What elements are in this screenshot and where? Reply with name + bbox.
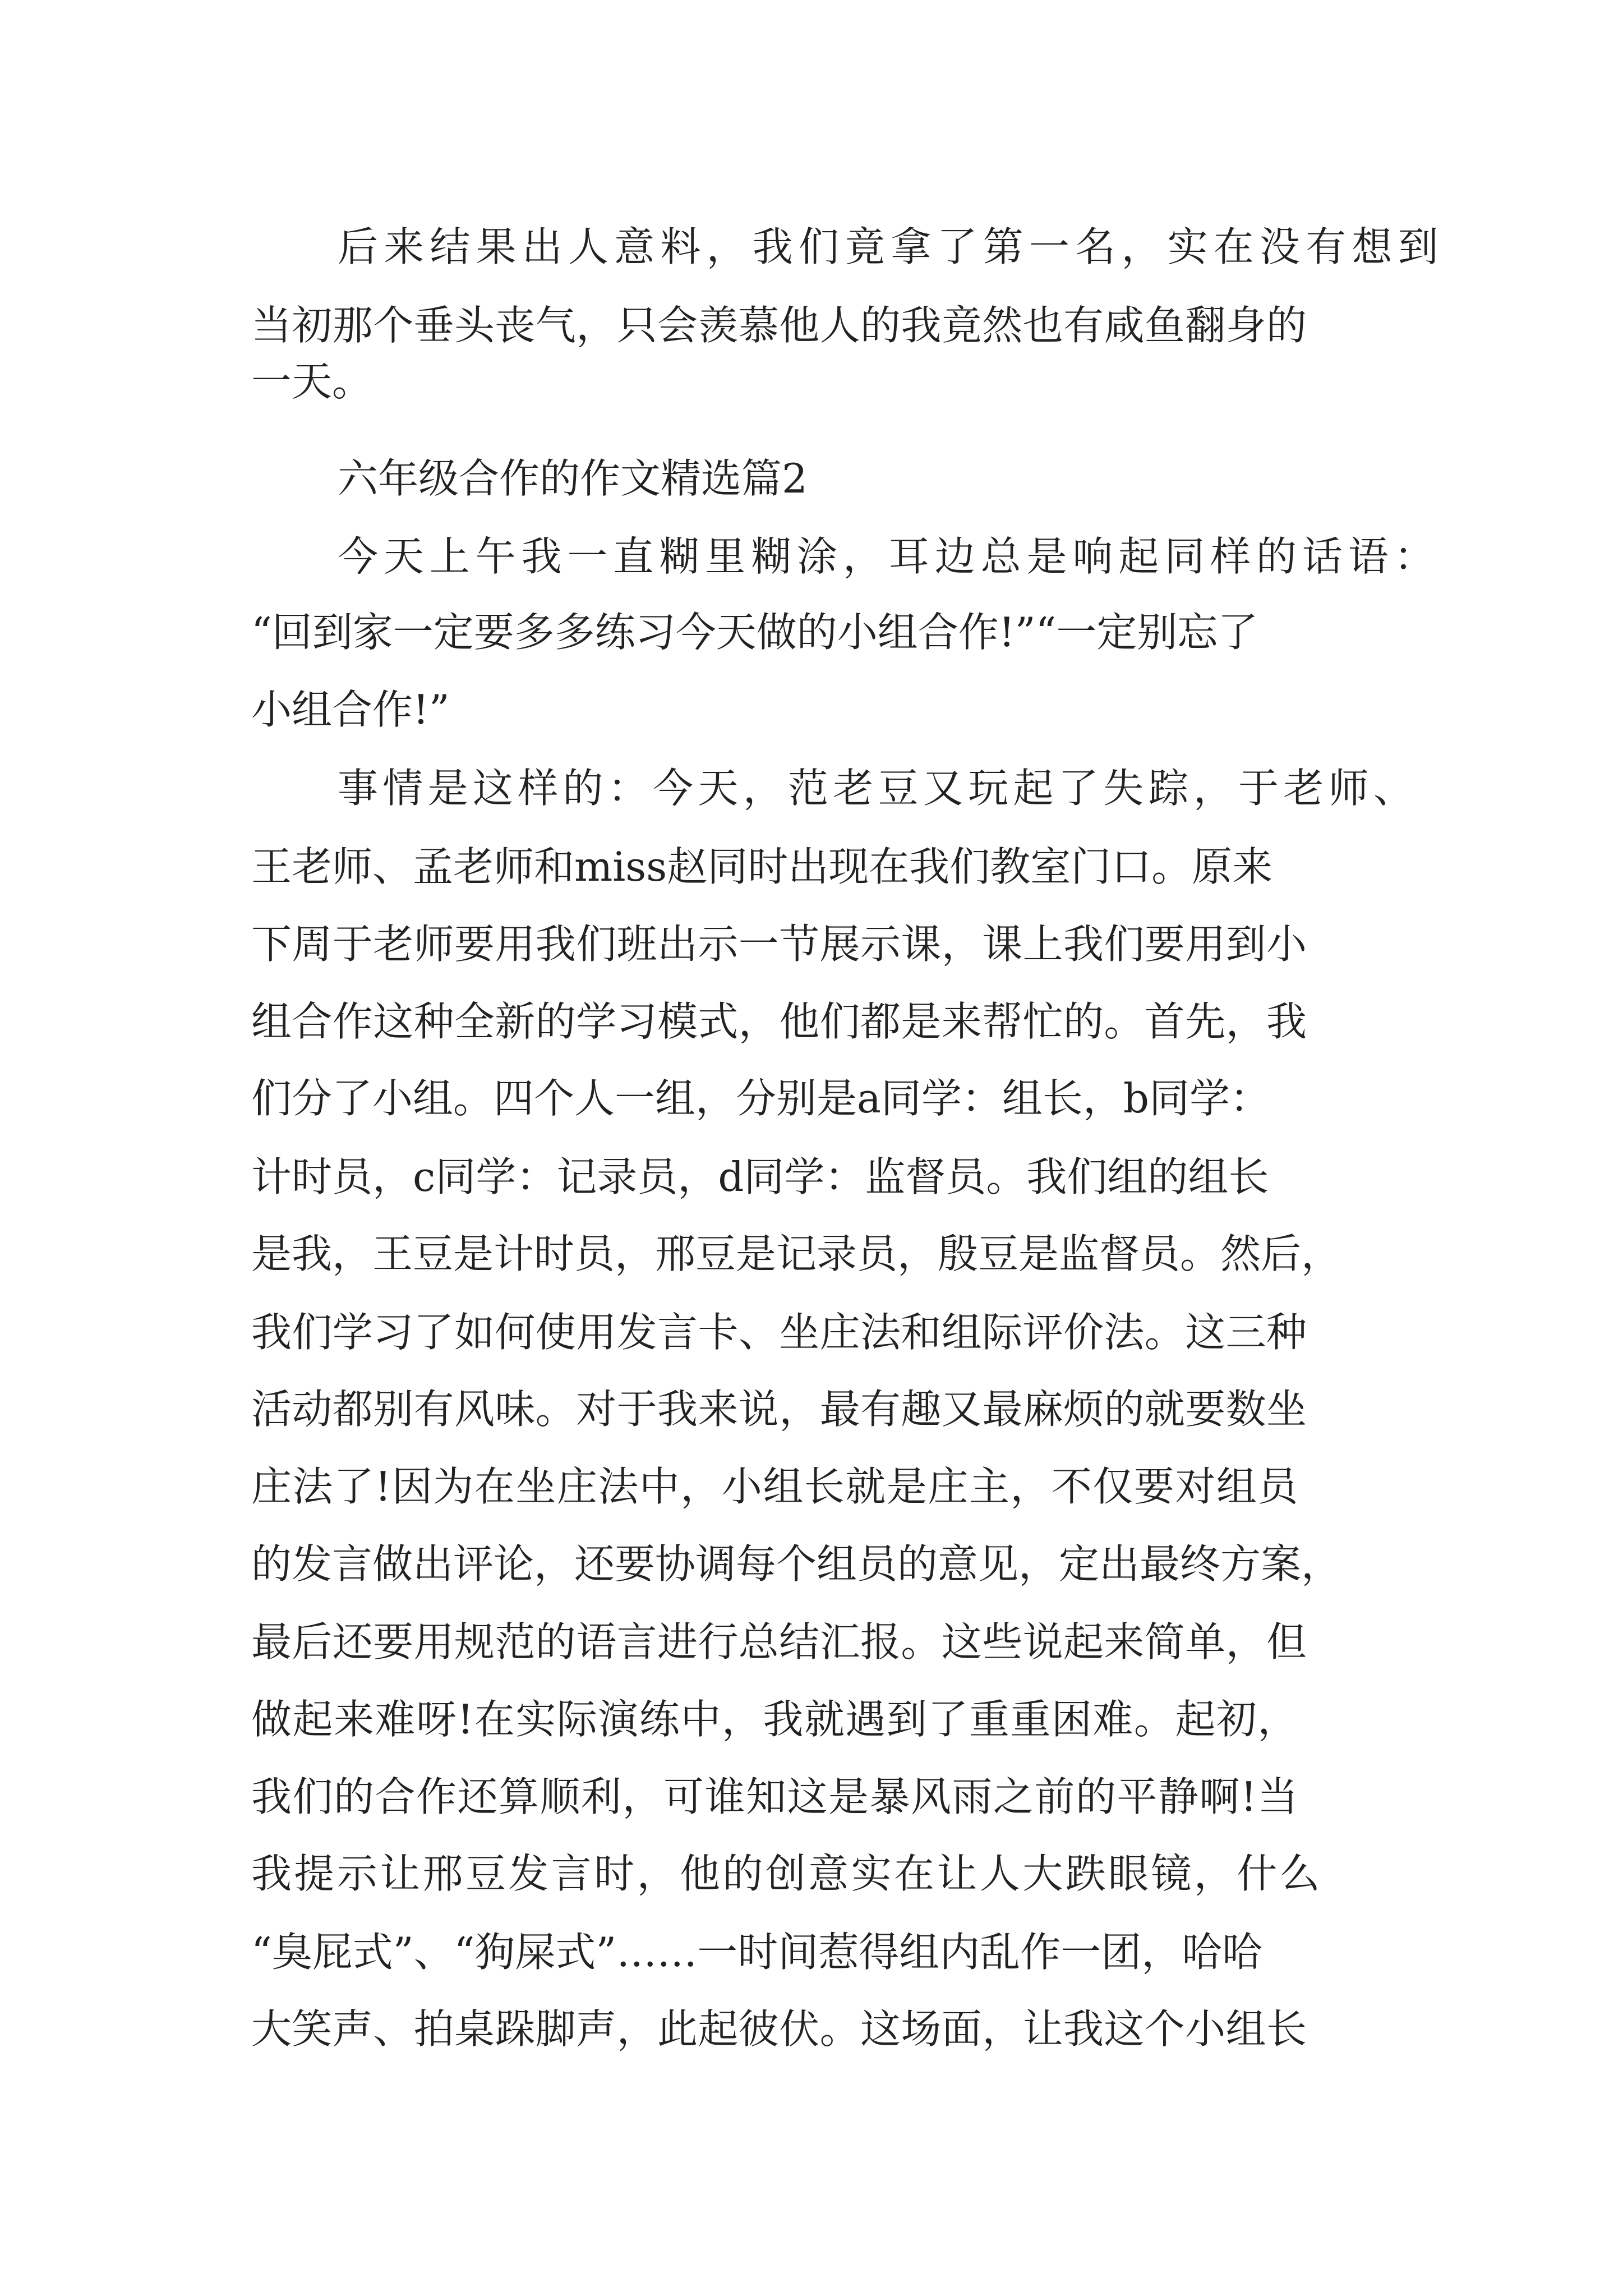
text-line: “回到家一定要多多练习今天做的小组合作!”“一定别忘了 (251, 609, 1258, 656)
text-line: 庄法了!因为在坐庄法中，小组长就是庄主，不仅要对组员 (251, 1463, 1299, 1510)
text-line: 们分了小组。四个人一组，分别是a同学：组长，b同学： (251, 1075, 1271, 1122)
text-line: 组合作这种全新的学习模式，他们都是来帮忙的。首先，我 (251, 998, 1307, 1045)
text-line: 后来结果出人意料，我们竟拿了第一名，实在没有想到 (338, 223, 1444, 270)
text-line: 最后还要用规范的语言进行总结汇报。这些说起来简单，但 (251, 1618, 1307, 1665)
text-line: 做起来难呀!在实际演练中，我就遇到了重重困难。起初， (251, 1696, 1299, 1743)
text-line: 我提示让邢豆发言时，他的创意实在让人大跌眼镜，什么 (251, 1850, 1323, 1897)
text-line: 我们的合作还算顺利，可谁知这是暴风雨之前的平静啊!当 (251, 1773, 1299, 1820)
text-line: “臭屁式”、“狗屎式”……一时间惹得组内乱作一团，哈哈 (251, 1929, 1263, 1976)
text-line: 我们学习了如何使用发言卡、坐庄法和组际评价法。这三种 (251, 1309, 1307, 1356)
text-line: 事情是这样的：今天，范老豆又玩起了失踪，于老师、 (338, 765, 1419, 812)
text-line: 小组合作!” (251, 686, 450, 733)
text-line: 一天。 (251, 358, 373, 405)
text-line: 活动都别有风味。对于我来说，最有趣又最麻烦的就要数坐 (251, 1386, 1307, 1433)
text-line: 大笑声、拍桌跺脚声，此起彼伏。这场面，让我这个小组长 (251, 2005, 1307, 2053)
section-heading: 六年级合作的作文精选篇2 (338, 455, 808, 502)
text-line: 计时员，c同学：记录员，d同学：监督员。我们组的组长 (251, 1153, 1269, 1200)
text-line: 当初那个垂头丧气，只会羡慕他人的我竟然也有咸鱼翻身的 (251, 302, 1307, 349)
text-line: 王老师、孟老师和miss赵同时出现在我们教室门口。原来 (251, 843, 1273, 890)
text-line: 今天上午我一直糊里糊涂，耳边总是响起同样的话语： (338, 533, 1440, 580)
text-line: 的发言做出评论，还要协调每个组员的意见，定出最终方案， (251, 1540, 1342, 1588)
text-line: 是我，王豆是计时员，邢豆是记录员，殷豆是监督员。然后， (251, 1230, 1342, 1277)
text-line: 下周于老师要用我们班出示一节展示课，课上我们要用到小 (251, 921, 1307, 968)
